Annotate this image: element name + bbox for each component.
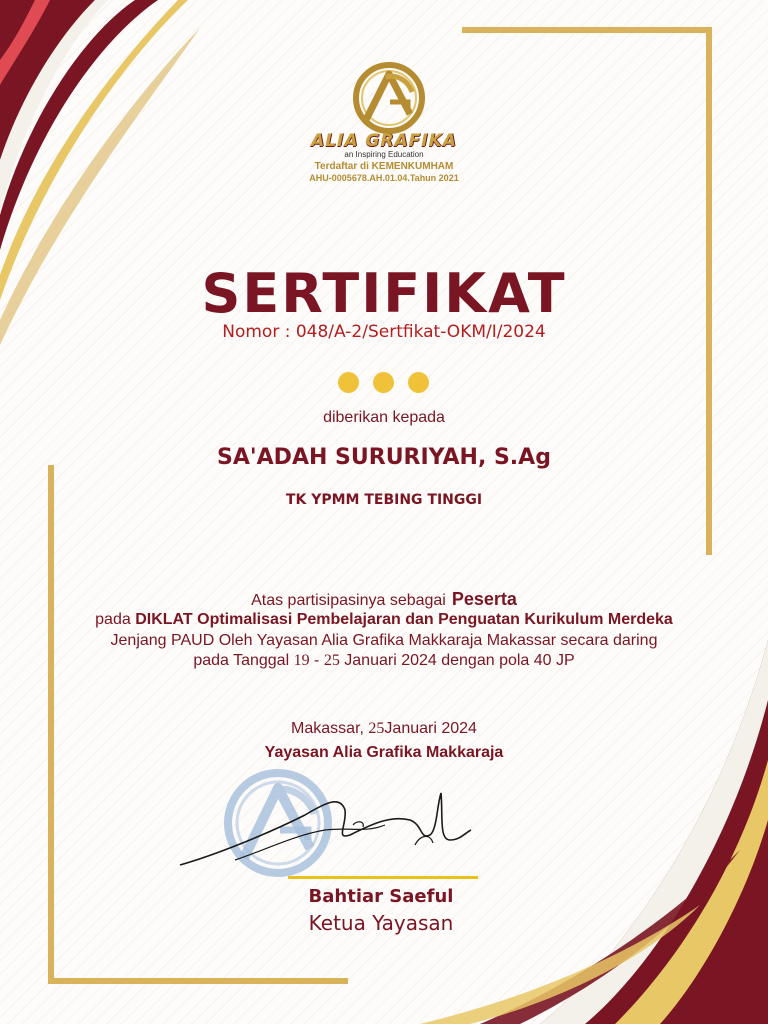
certificate-title: SERTIFIKAT [201, 262, 567, 325]
participant-role: Peserta [451, 589, 517, 609]
organizer-line: Jenjang PAUD Oleh Yayasan Alia Grafika Makkaraja Makassar secara daring [110, 632, 658, 649]
date-separator: - [314, 652, 320, 669]
date-suffix: Januari 2024 dengan pola 40 JP [344, 652, 575, 669]
recipient-name: SA'ADAH SURURIYAH, S.Ag [217, 445, 551, 470]
program-prefix: pada [95, 611, 131, 628]
date-start: 19 [293, 652, 310, 669]
issue-day: 25 [368, 720, 385, 737]
brand-tagline: an Inspiring Education [344, 150, 424, 159]
frame-line-bottom [48, 978, 348, 984]
certificate-number: Nomor : 048/A-2/Sertfikat-OKM/I/2024 [222, 322, 546, 342]
signature-line [288, 876, 478, 879]
decorative-dots [338, 372, 430, 394]
issuing-organization: Yayasan Alia Grafika Makkaraja [264, 744, 504, 761]
recipient-institution: TK YPMM TEBING TINGGI [285, 492, 483, 508]
frame-line-left [48, 465, 54, 980]
frame-line-top [462, 27, 712, 33]
brand-name: ALIA GRAFIKA [311, 131, 457, 151]
participation-prefix: Atas partisipasinya sebagai [251, 592, 446, 609]
given-to-label: diberikan kepada [323, 409, 445, 426]
signatory-position: Ketua Yayasan [308, 911, 454, 935]
date-line [44, 652, 724, 670]
program-name: DIKLAT Optimalisasi Pembelajaran dan Penguatan Kurikulum Merdeka [135, 611, 673, 628]
dot-icon [408, 372, 429, 393]
issue-place: Makassar, [291, 720, 364, 737]
issue-month-year: Januari 2024 [384, 720, 477, 737]
frame-line-right [706, 27, 712, 555]
signatory-name: Bahtiar Saeful [308, 886, 454, 907]
dot-icon [338, 372, 359, 393]
registration-line-2: AHU-0005678.AH.01.04.Tahun 2021 [309, 173, 459, 183]
registration-line-1: Terdaftar di KEMENKUMHAM [314, 161, 454, 172]
program-line [44, 611, 724, 629]
date-prefix: pada Tanggal [193, 652, 290, 669]
dot-icon [373, 372, 394, 393]
alia-grafika-logo-icon [352, 62, 426, 134]
date-end: 25 [323, 652, 340, 669]
participation-line [44, 589, 724, 610]
issue-place-date [184, 720, 584, 738]
signature-icon [175, 785, 475, 875]
